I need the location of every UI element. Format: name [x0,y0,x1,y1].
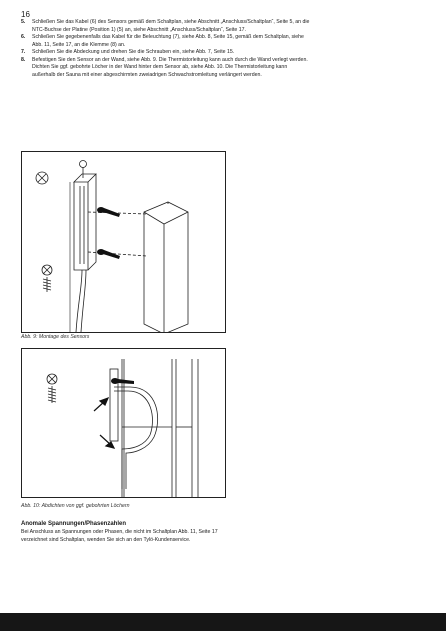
screw-icon [47,374,57,403]
step-number: 8. [21,56,26,63]
instruction-steps [21,19,311,79]
page-number: 16 [21,10,30,19]
step-8 [21,57,311,80]
step-5 [21,19,311,34]
arrow-lower [100,435,114,448]
step-7 [21,49,311,57]
black-screw-lower [97,249,120,259]
figure-sealing-holes [21,348,226,498]
step-6 [21,34,311,49]
cable-loop [114,387,158,489]
black-screw [111,378,134,384]
figure-caption: Abb. 10: Abdichten von ggf. gebohrten Löchern [21,503,130,509]
section-heading: Anomale Spannungen/Phasenzahlen [21,521,127,527]
sensor-cover [144,202,188,332]
screw-head-icon [36,172,48,184]
step-number: 6. [21,34,26,40]
footer-bar [0,613,446,631]
figure-sensor-mounting [21,151,226,333]
black-screw-upper [97,207,120,217]
wall-planks [122,359,198,497]
step-text: Schließen Sie das Kabel (6) des Sensors gemäß dem Schaltplan, siehe Abschnitt „Anschluss/Schaltplan“, Seite 5, an die NTC-Buchse der Platine (Position 1) (5) an, siehe Abschnitt „Anschluss/Schaltplan“, Seite 17. [32,19,310,33]
screw-icon [42,265,52,292]
step-text: Schließen Sie gegebenenfalls das Kabel für die Beleuchtung (7), siehe Abb. 8, Seite 15, gemäß dem Schaltplan, siehe Abb. 11, Seite 17, an die Klemme (8) an. [32,34,304,48]
step-text: Befestigen Sie den Sensor an der Wand, siehe Abb. 9. Die Thermistorleitung kann auch durch die Wand verlegt werden. Dichten Sie ggf. gebohrte Löcher in der Wand hinter dem Sensor ab, siehe Abb. 10. Die Thermistorleitung kann außerhalb der Sauna mit einer abgeschirmten zweiadrigen Schwachstromleitung verlängert werden. [32,56,308,78]
figure-caption: Abb. 9: Montage des Sensors [21,334,90,340]
sensor-housing [74,174,96,270]
arrow-upper [94,398,108,411]
step-number: 5. [21,19,26,25]
step-number: 7. [21,49,26,55]
sealing-holes-illustration [22,349,225,497]
section-body: Bei Anschluss an Spannungen oder Phasen, die nicht im Schaltplan Abb. 11, Seite 17 verzeichnet sind Schaltplan, wenden Sie sich an den Tylö-Kundenservice. [21,529,218,543]
step-text: Schließen Sie die Abdeckung und drehen Sie die Schrauben ein, siehe Abb. 7, Seite 15. [32,49,235,55]
sensor-mounting-illustration [22,152,225,332]
sensor-cable [76,270,82,332]
